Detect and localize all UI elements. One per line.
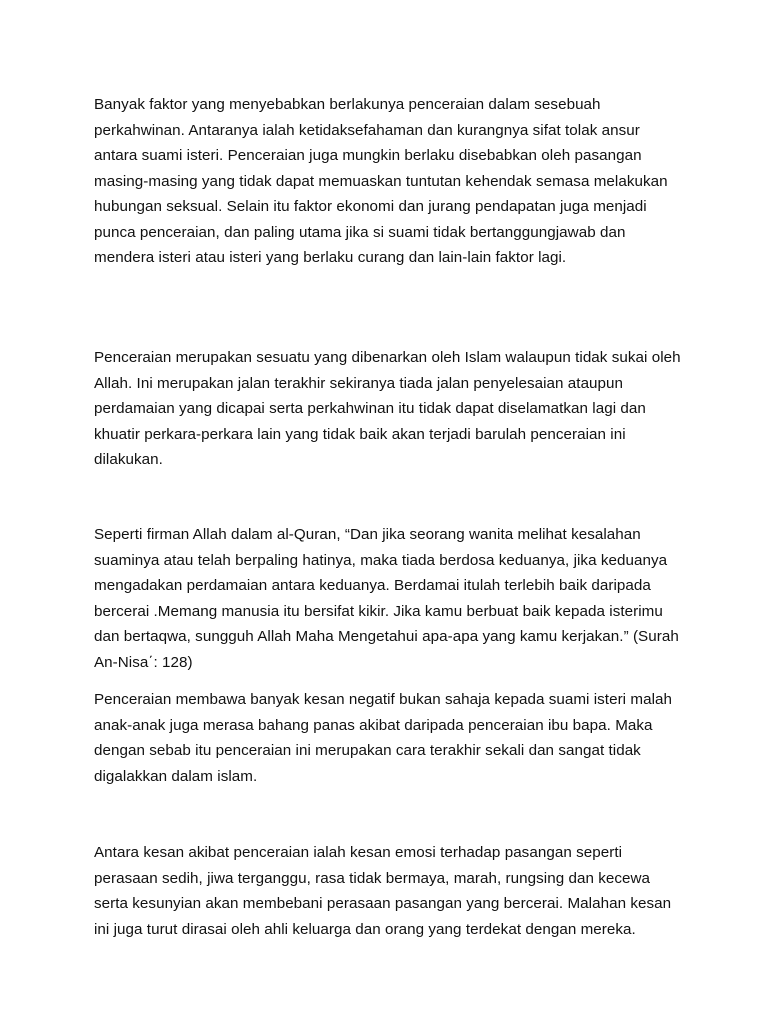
paragraph-islam-view: Penceraian merupakan sesuatu yang dibenarkan oleh Islam walaupun tidak sukai oleh Allah. Ini merupakan jalan terakhir sekiranya tiada jalan penyelesaian ataupun perdamaian yang dicapai serta perkahwinan itu tidak dapat diselamatkan lagi dan khuatir perkara-perkara lain yang tidak baik akan terjadi barulah penceraian ini dilakukan. [94, 349, 681, 468]
paragraph-negative-effects: Penceraian membawa banyak kesan negatif bukan sahaja kepada suami isteri malah anak-anak juga merasa bahang panas akibat daripada penceraian ibu bapa. Maka dengan sebab itu penceraian ini merupakan cara terakhir sekali dan sangat tidak digalakkan dalam islam. [94, 691, 672, 785]
paragraph-emotional-effects: Antara kesan akibat penceraian ialah kesan emosi terhadap pasangan seperti perasaan sedih, jiwa terganggu, rasa tidak bermaya, marah, rungsing dan kecewa serta kesunyian akan membebani perasaan pasangan yang bercerai. Malahan kesan ini juga turut dirasai oleh ahli keluarga dan orang yang terdekat dengan mereka. [94, 844, 672, 938]
paragraph-quran-quote: Seperti firman Allah dalam al-Quran, “Dan jika seorang wanita melihat kesalahan suaminya atau telah berpaling hatinya, maka tiada berdosa keduanya, jika keduanya mengadakan perdamaian antara keduanya. Berdamai itulah terlebih baik daripada bercerai .Memang manusia itu bersifat kikir. Jika kamu berbuat baik kepada isterimu dan bertaqwa, sungguh Allah Maha Mengetahui apa-apa yang kamu kerjakan.” (Surah An-Nisa΄: 128) [94, 526, 679, 671]
paragraph-factors: Banyak faktor yang menyebabkan berlakunya penceraian dalam sesebuah perkahwinan. Antaranya ialah ketidaksefahaman dan kurangnya sifat tolak ansur antara suami isteri. Penceraian juga mungkin berlaku disebabkan oleh pasangan masing-masing yang tidak dapat memuaskan tuntutan kehendak semasa melakukan hubungan seksual. Selain itu faktor ekonomi dan jurang pendapatan juga menjadi punca penceraian, dan paling utama jika si suami tidak bertanggungjawab dan mendera isteri atau isteri yang berlaku curang dan lain-lain faktor lagi. [94, 96, 668, 266]
